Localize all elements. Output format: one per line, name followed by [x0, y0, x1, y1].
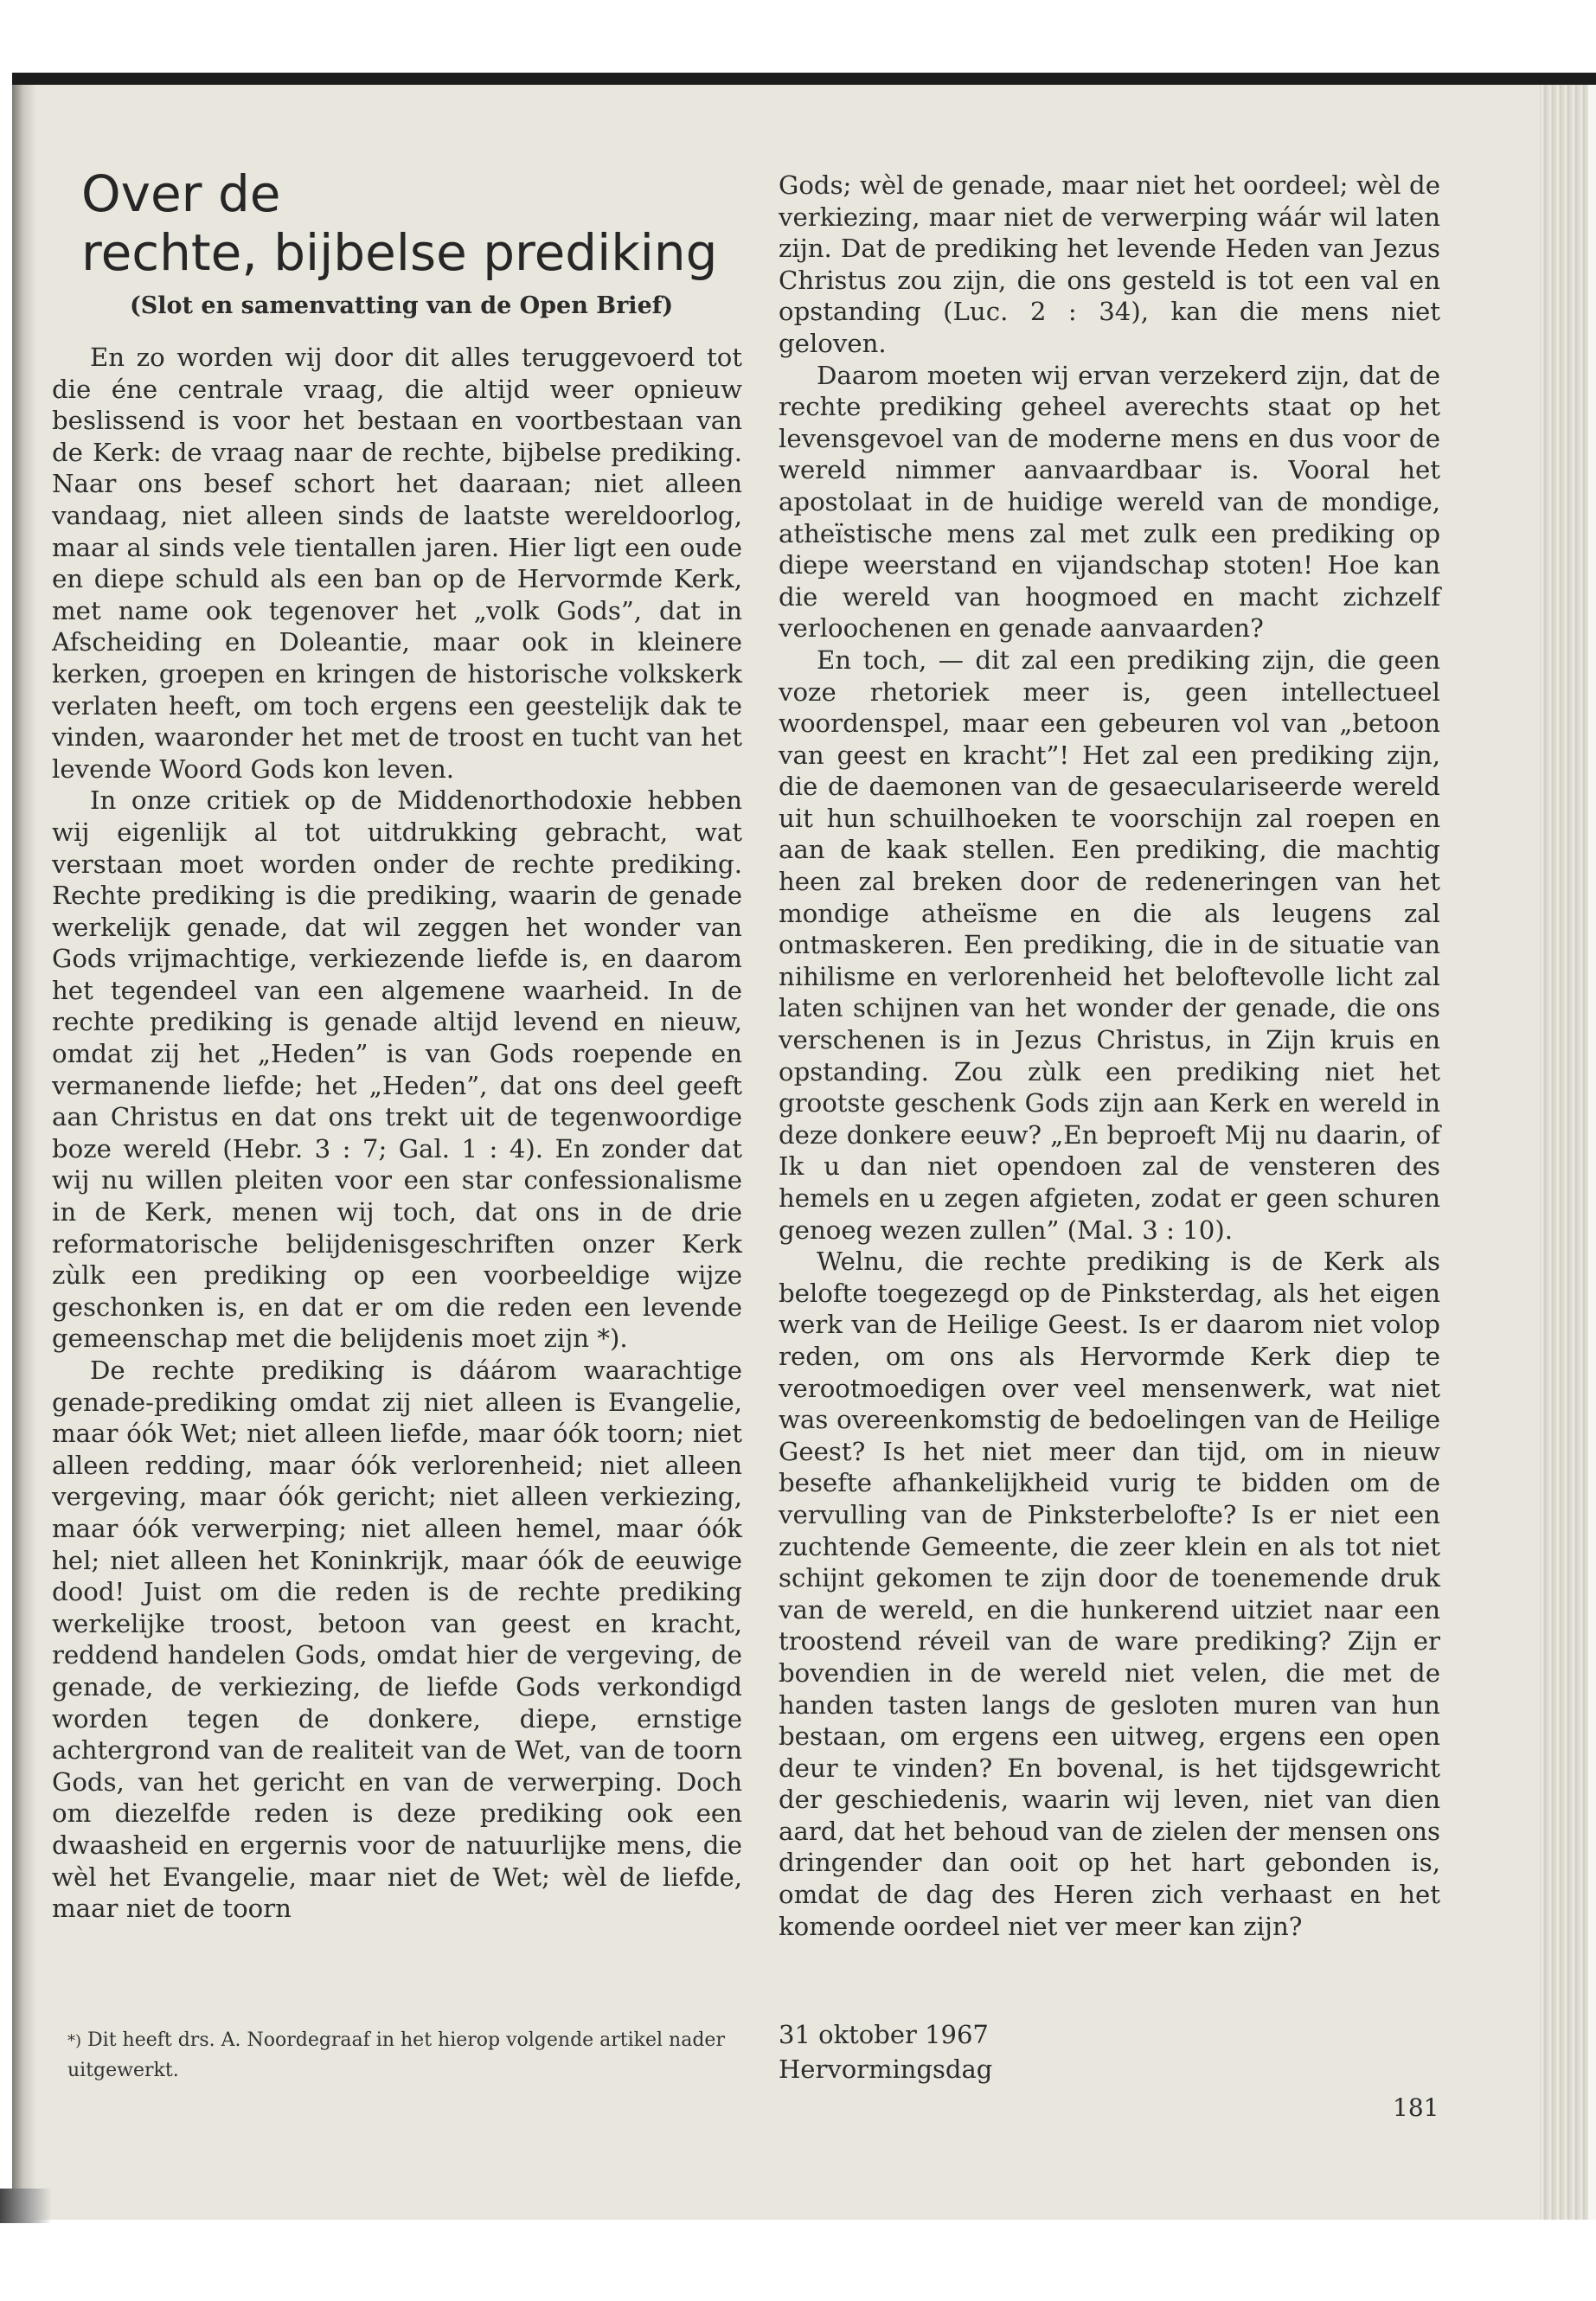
right-paragraph: Daarom moeten wij ervan verzekerd zijn, dat de rechte prediking geheel averechts staat op het levensgevoel van de moderne mens en dus voor de wereld nimmer aanvaardbaar is. Vooral het apostolaat in de huidige wereld van de mondige, atheïstische mens zal met zulk een prediking op diepe weerstand en vijandschap stoten! Hoe kan die wereld van hoogmoed en macht zichzelf verloochenen en genade aanvaarden? [779, 360, 1440, 644]
binding-bottom-shadow [0, 2189, 52, 2223]
footnote [67, 2026, 751, 2086]
date: 31 oktober 1967 [779, 2020, 989, 2049]
title-line-1: Over de [81, 164, 281, 223]
footnote-text: Dit heeft drs. A. Noordegraaf in het hierop volgende artikel nader uitgewerkt. [67, 2029, 725, 2081]
right-paragraph: Welnu, die rechte prediking is de Kerk als belofte toegezegd op de Pinksterdag, als het eigen werk van de Heilige Geest. Is er daarom niet volop reden, om ons als Hervormde Kerk diep te verootmoedigen over veel mensenwerk, wat niet was overeenkomstig de bedoelingen van de Heilige Geest? Is het niet meer dan tijd, om in nieuw besefte afhankelijkheid vurig te bidden om de vervulling van de Pinksterbelofte? Is er niet een zuchtende Gemeente, die zeer klein en als tot niet schijnt gekomen te zijn door de toenemende druk van de wereld, en die hunkerend uitziet naar een troostend réveil van de ware prediking? Zijn er bovendien in de wereld niet velen, die met de handen tasten langs de gesloten muren van hun bestaan, om ergens een uitweg, ergens een open deur te vinden? En bovenal, is het tijdsgewricht der geschiedenis, waarin wij leven, niet van dien aard, dat het behoud van de zielen der mensen ons dringender dan ooit op het hart gebonden is, omdat de dag des Heren zich verhaast en het komende oordeel niet ver meer kan zijn? [779, 1247, 1440, 1941]
dateline [779, 2017, 992, 2086]
binding-top-band [12, 73, 1596, 85]
page-right-margin [1588, 85, 1596, 2220]
occasion: Hervormingsdag [779, 2054, 993, 2084]
footnote-mark: *) [67, 2032, 82, 2050]
page-left-edge [12, 85, 36, 2220]
left-paragraph: En zo worden wij door dit alles teruggevoerd tot die éne centrale vraag, die altijd weer opnieuw beslissend is voor het bestaan en voortbestaan van de Kerk: de vraag naar de rechte, bijbelse prediking. Naar ons besef schort het daaraan; niet alleen vandaag, niet alleen sinds de laatste wereldoorlog, maar al sinds vele tientallen jaren. Hier ligt een oude en diepe schuld als een ban op de Hervormde Kerk, met name ook tegenover het „volk Gods”, dat in Afscheiding en Doleantie, maar ook in kleinere kerken, groepen en kringen de historische volkskerk verlaten heeft, om toch ergens een geestelijk dak te vinden, waaronder het met de troost en tucht van het levende Woord Gods kon leven. [52, 343, 742, 784]
title-line-2: rechte, bijbelse prediking [81, 223, 718, 282]
right-column [779, 170, 1440, 1942]
article-subtitle: (Slot en samenvatting van de Open Brief) [130, 292, 674, 319]
left-paragraph: In onze critiek op de Middenorthodoxie hebben wij eigenlijk al tot uitdrukking gebracht, wat verstaan moet worden onder de rechte prediking. Rechte prediking is die prediking, waarin de genade werkelijk genade, dat wil zeggen het wonder van Gods vrijmachtige, verkiezende liefde is, en daarom het tegendeel van een algemene waarheid. In de rechte prediking is genade altijd levend en nieuw, omdat zij het „Heden” is van Gods roepende en vermanende liefde; het „Heden”, dat ons deel geeft aan Christus en dat ons trekt uit de tegenwoordige boze wereld (Hebr. 3 : 7; Gal. 1 : 4). En zonder dat wij nu willen pleiten voor een star confessionalisme in de Kerk, menen wij toch, dat ons in de drie reformatorische belijdenisgeschriften onzer Kerk zùlk een prediking op een voorbeeldige wijze geschonken is, en dat er om die reden een levende gemeenschap met die belijdenis moet zijn *). [52, 785, 742, 1354]
left-paragraph: De rechte prediking is dáárom waarachtige genade-prediking omdat zij niet alleen is Evangelie, maar óók Wet; niet alleen liefde, maar óók toorn; niet alleen redding, maar óók verlorenheid; niet alleen vergeving, maar óók gericht; niet alleen verkiezing, maar óók verwerping; niet alleen hemel, maar óók hel; niet alleen het Koninkrijk, maar óók de eeuwige dood! Juist om die reden is de rechte prediking werkelijke troost, betoon van geest en kracht, reddend handelen Gods, omdat hier de vergeving, de genade, de verkiezing, de liefde Gods verkondigd worden tegen de donkere, diepe, ernstige achtergrond van de realiteit van de Wet, van de toorn Gods, van het gericht en van de verwerping. Doch om diezelfde reden is deze prediking ook een dwaasheid en ergernis voor de natuurlijke mens, die wèl het Evangelie, maar niet de Wet; wèl de liefde, maar niet de toorn [52, 1356, 742, 1924]
page-number: 181 [1393, 2093, 1439, 2122]
right-paragraph: En toch, — dit zal een prediking zijn, die geen voze rhetoriek meer is, geen intellectueel woordenspel, maar een gebeuren vol van „betoon van geest en kracht”! Het zal een prediking zijn, die de daemonen van de gesaeculariseerde wereld uit hun schuilhoeken te voorschijn zal roepen en aan de kaak stellen. Een prediking, die machtig heen zal breken door de redeneringen van het mondige atheïsme en die als leugens zal ontmaskeren. Een prediking, die in de situatie van nihilisme en verlorenheid het beloftevolle licht zal laten schijnen van het wonder der genade, die ons verschenen is in Jezus Christus, in Zijn kruis en opstanding. Zou zùlk een prediking niet het grootste geschenk Gods zijn aan Kerk en wereld in deze donkere eeuw? „En beproeft Mij nu daarin, of Ik u dan niet opendoen zal de vensteren des hemels en u zegen afgieten, zodat er geen schuren genoeg wezen zullen” (Mal. 3 : 10). [779, 644, 1440, 1245]
article-title [81, 164, 782, 282]
left-column [52, 342, 742, 1925]
right-paragraph: Gods; wèl de genade, maar niet het oordeel; wèl de verkiezing, maar niet de verwerping wáár wil laten zijn. Dat de prediking het levende Heden van Jezus Christus zou zijn, die ons gesteld is tot een val en opstanding (Luc. 2 : 34), kan die mens niet geloven. [779, 170, 1440, 358]
